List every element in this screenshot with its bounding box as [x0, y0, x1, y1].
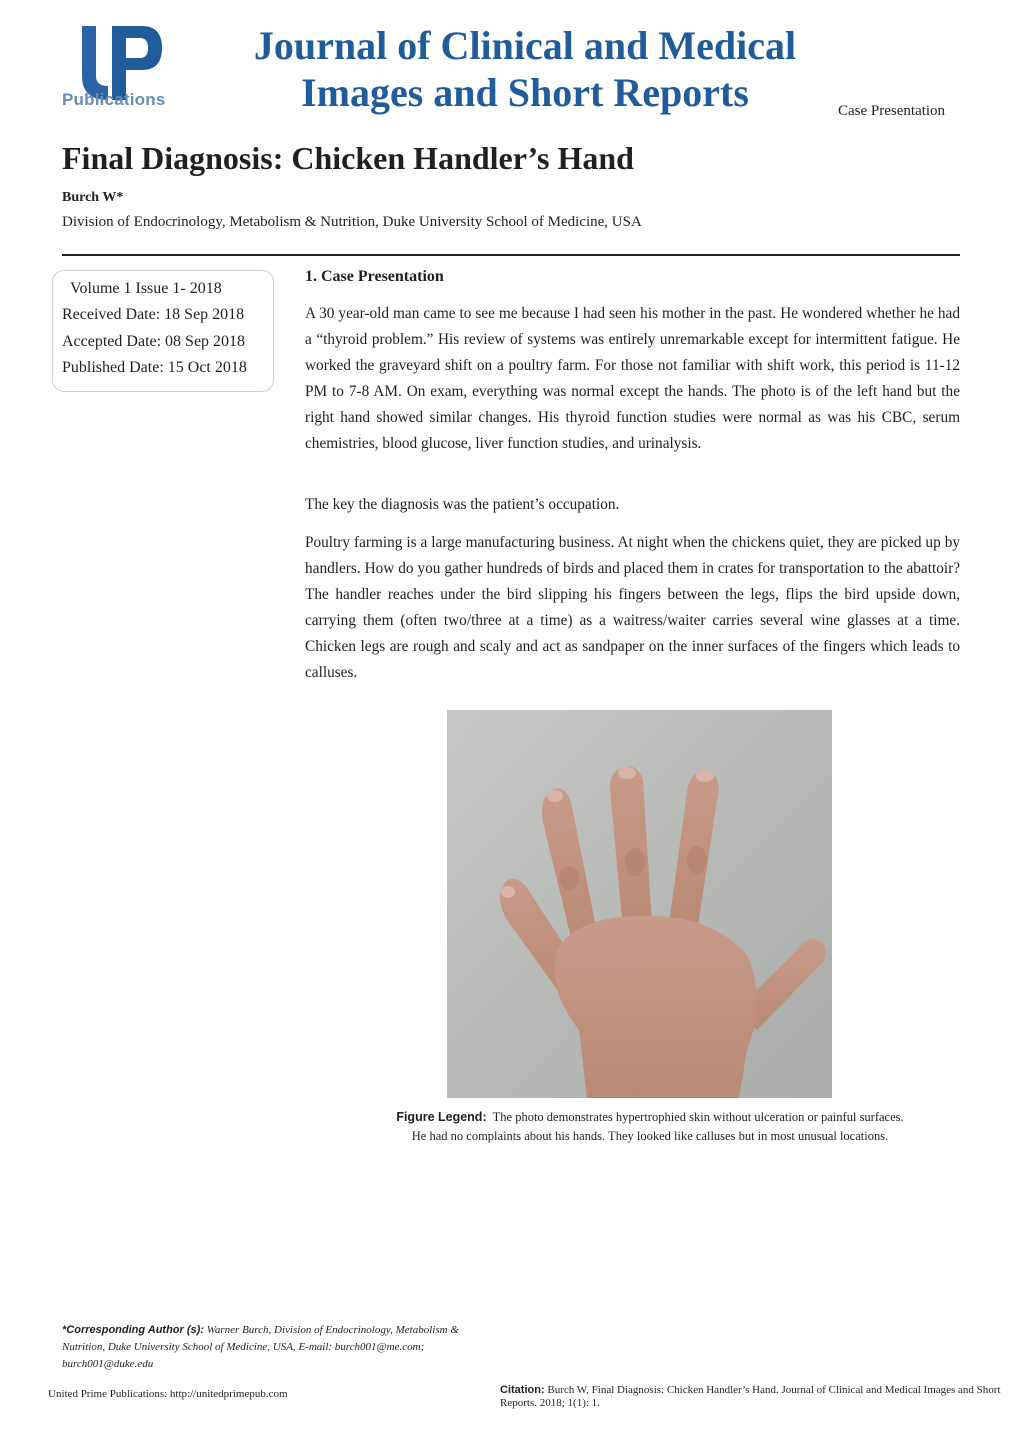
- header-divider: [62, 254, 960, 256]
- corresponding-author-label: *Corresponding Author (s):: [62, 1324, 204, 1336]
- accepted-date: Accepted Date: 08 Sep 2018: [62, 333, 246, 350]
- body-text: [305, 301, 960, 456]
- paragraph-2: The key the diagnosis was the patient’s occupation.: [305, 496, 620, 513]
- journal-title-line2: Images and Short Reports: [301, 70, 749, 115]
- body-text-2: [305, 492, 960, 518]
- article-title: Final Diagnosis: Chicken Handler’s Hand: [62, 140, 634, 176]
- author: Burch W*: [62, 190, 124, 205]
- logo-text: Publications: [62, 90, 166, 109]
- body-text-3: [305, 530, 960, 685]
- citation: [500, 1384, 1020, 1410]
- paragraph-1: A 30 year-old man came to see me because I had seen his mother in the past. He wondered whether he had a “thyroid problem.” His review of systems was entirely unremarkable except for intermittent fatigue. He worked the graveyard shift on a poultry farm. For those not familiar with shift work, this period is 11-12 PM to 7-8 AM. On exam, everything was normal except the hands. The photo is of the left hand but the right hand showed similar changes. His thyroid function studies were normal as was his CBC, serum chemistries, blood glucose, liver function studies, and urinalysis.: [305, 305, 960, 452]
- figure-legend-line1: The photo demonstrates hypertrophied skin without ulceration or painful surfaces.: [492, 1110, 904, 1124]
- volume-issue: Volume 1 Issue 1- 2018: [70, 280, 222, 297]
- figure-legend: [300, 1108, 1000, 1146]
- figure-legend-line2: He had no complaints about his hands. They looked like calluses but in most unusual locations.: [411, 1129, 889, 1143]
- received-date: Received Date: 18 Sep 2018: [62, 306, 245, 323]
- citation-label: Citation:: [500, 1384, 545, 1396]
- citation-text: Burch W, Final Diagnosis: Chicken Handler’s Hand. Journal of Clinical and Medical Images and Short Reports. 2018; 1(1): 1.: [500, 1384, 1001, 1409]
- corresponding-author-text: Warner Burch, Division of Endocrinology, Metabolism & Nutrition, Duke University School of Medicine, USA, E-mail: burch001@me.com; burch001@duke.edu: [62, 1324, 459, 1370]
- hand-photo: [447, 710, 832, 1098]
- corresponding-author: [62, 1322, 487, 1373]
- publisher-link[interactable]: United Prime Publications: http://unitedprimepub.com: [48, 1388, 288, 1400]
- affiliation: Division of Endocrinology, Metabolism & Nutrition, Duke University School of Medicine, USA: [62, 214, 642, 230]
- paragraph-3: Poultry farming is a large manufacturing business. At night when the chickens quiet, they are picked up by handlers. How do you gather hundreds of birds and placed them in crates for transportation to the abattoir? The handler reaches under the bird slipping his fingers between the legs, flips the bird upside down, carrying them (often two/three at a time) as a waitress/waiter carries several wine glasses at a time. Chicken legs are rough and scaly and act as sandpaper on the inner surfaces of the fingers which leads to calluses.: [305, 534, 960, 681]
- journal-title: [230, 22, 820, 116]
- figure-legend-label: Figure Legend:: [396, 1110, 487, 1124]
- article-info-box: [52, 270, 274, 392]
- journal-title-line1: Journal of Clinical and Medical: [253, 23, 797, 68]
- article-type: Case Presentation: [838, 103, 946, 119]
- section-heading: 1. Case Presentation: [305, 268, 444, 285]
- published-date: Published Date: 15 Oct 2018: [62, 359, 247, 376]
